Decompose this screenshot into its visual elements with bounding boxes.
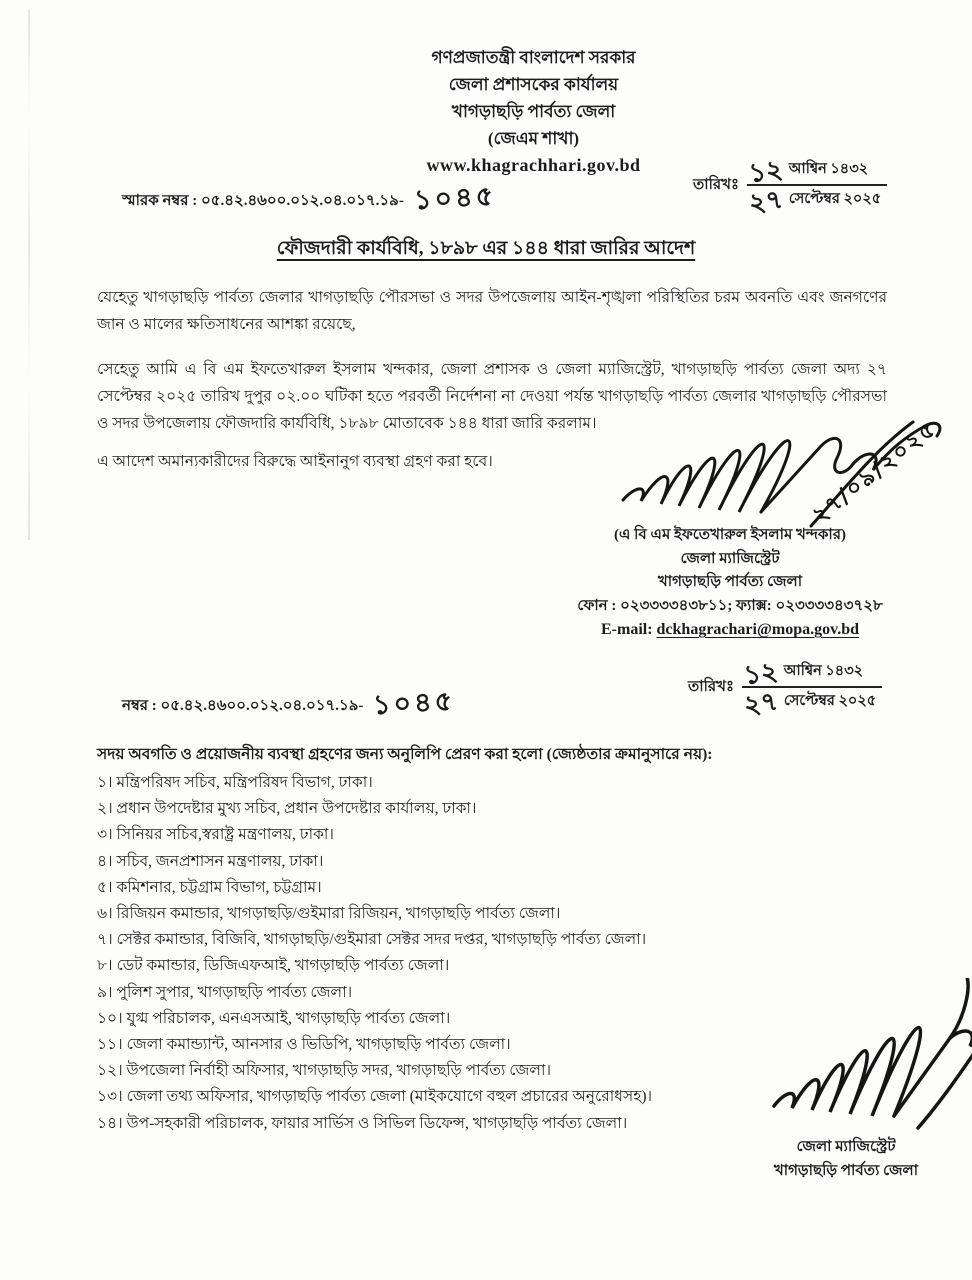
email-line — [520, 618, 940, 642]
date-2-label: তারিখঃ — [688, 678, 734, 695]
memo-number-2-handwritten: ১০৪৫ — [372, 685, 457, 722]
date-block-2 — [688, 656, 882, 722]
email-address: dckhagrachari@mopa.gov.bd — [656, 621, 859, 638]
signature-handwritten-date: ২৭/০৯/২০২৫ — [807, 415, 942, 529]
distribution-item: ১৪। উপ-সহকারী পরিচালক, ফায়ার সার্ভিস ও সিভিল ডিফেন্স, খাগড়াছড়ি পার্বত্য জেলা। — [97, 1114, 628, 1132]
distribution-item: ১২। উপজেলা নির্বাহী অফিসার, খাগড়াছড়ি সদর, খাগড়াছড়ি পার্বত্য জেলা। — [97, 1062, 551, 1080]
memo-number-1-handwritten: ১০৪৫ — [412, 180, 497, 217]
date-block-1 — [693, 154, 887, 220]
paragraph-penalty: এ আদেশ অমান্যকারীদের বিরুদ্ধে আইনানুগ ব্যবস্থা গ্রহণ করা হবে। — [97, 453, 493, 470]
distribution-item: ২। প্রধান উপদেষ্টার মুখ্য সচিব, প্রধান উপদেষ্টার কার্যালয়, ঢাকা। — [97, 800, 477, 818]
distribution-item: ৯। পুলিশ সুপার, খাগড়াছড়ি পার্বত্য জেলা। — [97, 983, 353, 1001]
distribution-item: ১০। যুগ্ম পরিচালক, এনএসআই, খাগড়াছড়ি পার্বত্য জেলা। — [97, 1009, 451, 1027]
order-title: ফৌজদারী কার্যবিধি, ১৮৯৮ এর ১৪৪ ধারা জারির আদেশ — [276, 238, 696, 259]
distribution-item: ৭। সেক্টর কমান্ডার, বিজিবি, খাগড়াছড়ি/গুইমারা সেক্টর সদর দপ্তর, খাগড়াছড়ি পার্বত্য জেলা। — [97, 931, 647, 949]
signatory-name: (এ বি এম ইফতেখারুল ইসলাম খন্দকার) — [613, 527, 846, 543]
date-1-bangla-day: ১২ — [747, 154, 785, 190]
date-2-bangla-day: ১২ — [742, 656, 780, 692]
website-url: www.khagrachhari.gov.bd — [426, 155, 641, 175]
distribution-item: ১১। জেলা কমান্ড্যান্ট, আনসার ও ভিডিপি, খাগড়াছড়ি পার্বত্য জেলা। — [97, 1036, 511, 1054]
date-2-gregorian-day: ২৭ — [742, 686, 780, 722]
distribution-item: ১৩। জেলা তথ্য অফিসার, খাগড়াছড়ি পার্বত্য জেলা (মাইকযোগে বহুল প্রচারের অনুরোধসহ)। — [97, 1088, 653, 1106]
paragraph-whereas: যেহেতু খাগড়াছড়ি পার্বত্য জেলার খাগড়াছড়ি পৌরসভা ও সদর উপজেলায় আইন-শৃঙ্খলা পরিস্থিতির চরম অবনতি এবং জনগণের জান ও মালের ক্ষতিসাধনের আশঙ্কা রয়েছে, — [97, 289, 887, 333]
distribution-item: ৩। সিনিয়র সচিব,স্বরাষ্ট্র মন্ত্রণালয়, ঢাকা। — [97, 826, 334, 844]
footer-signatory-designation: জেলা ম্যাজিস্ট্রেট — [796, 1139, 896, 1155]
date-2-fraction — [742, 656, 882, 722]
footer-signatory-district: খাগড়াছড়ি পার্বত্য জেলা — [773, 1163, 919, 1179]
date-1-label: তারিখঃ — [693, 176, 739, 193]
date-2-gregorian-rest: সেপ্টেম্বর ২০২৫ — [783, 693, 877, 709]
government-name: গণপ্রজাতন্ত্রী বাংলাদেশ সরকার — [431, 48, 636, 67]
date-1-gregorian-day: ২৭ — [747, 184, 785, 220]
phone-fax-line: ফোন : ০২৩৩৩৩৪৩৮১১; ফ্যাক্স: ০২৩৩৩৩৪৩৭২৮ — [577, 597, 883, 614]
distribution-intro: সদয় অবগতি ও প্রয়োজনীয় ব্যবস্থা গ্রহণের জন্য অনুলিপি প্রেরণ করা হলো (জ্যেষ্ঠতার ক্রমানুসারে নয়): — [97, 746, 713, 763]
date-1-gregorian-rest: সেপ্টেম্বর ২০২৫ — [788, 191, 882, 207]
district-name: খাগড়াছড়ি পার্বত্য জেলা — [451, 102, 616, 121]
office-name: জেলা প্রশাসকের কার্যালয় — [448, 75, 619, 94]
distribution-item: ৬। রিজিয়ন কমান্ডার, খাগড়াছড়ি/গুইমারা রিজিয়ন, খাগড়াছড়ি পার্বত্য জেলা। — [97, 905, 561, 923]
email-label: E-mail: — [600, 621, 653, 638]
date-1-bangla-rest: আশ্বিন ১৪৩২ — [788, 161, 869, 177]
date-1-fraction — [747, 154, 887, 220]
distribution-item: ৫। কমিশনার, চট্টগ্রাম বিভাগ, চট্টগ্রাম। — [97, 878, 322, 896]
date-2-bangla-rest: আশ্বিন ১৪৩২ — [783, 663, 864, 679]
distribution-item: ১। মন্ত্রিপরিষদ সচিব, মন্ত্রিপরিষদ বিভাগ, ঢাকা। — [97, 774, 373, 791]
branch-name: (জেএম শাখা) — [487, 129, 580, 148]
memo-number-2-label: নম্বর : ০৫.৪২.৪৬০০.০১২.০৪.০১৭.১৯- — [122, 698, 364, 714]
distribution-item: ৮। ডেট কমান্ডার, ডিজিএফআই, খাগড়াছড়ি পার্বত্য জেলা। — [97, 957, 450, 975]
signatory-designation: জেলা ম্যাজিস্ট্রেট — [680, 550, 780, 567]
footer-signature-scribble — [768, 978, 972, 1138]
signatory-district: খাগড়াছড়ি পার্বত্য জেলা — [657, 574, 803, 590]
paragraph-order: সেহেতু আমি এ বি এম ইফতেখারুল ইসলাম খন্দকার, জেলা প্রশাসক ও জেলা ম্যাজিস্ট্রেট, খাগড়াছড়ি পার্বত্য জেলা অদ্য ২৭ সেপ্টেম্বর ২০২৫ তারিখ দুপুর ০২.০০ ঘটিকা হতে পরবর্তী নির্দেশনা না দেওয়া পর্যন্ত খাগড়াছড়ি পার্বত্য জেলার খাগড়াছড়ি পৌরসভা ও সদর উপজেলায় ফৌজদারি কার্যবিধি, ১৮৯৮ মোতাবেক ১৪৪ ধারা জারি করলাম। — [97, 361, 887, 432]
footer-signatory-block — [720, 1135, 972, 1183]
signatory-block — [520, 524, 940, 642]
distribution-item: ৪। সচিব, জনপ্রশাসন মন্ত্রণালয়, ঢাকা। — [97, 852, 324, 870]
memo-number-2 — [122, 681, 455, 726]
memo-number-1-label: স্মারক নম্বর : ০৫.৪২.৪৬০০.০১২.০৪.০১৭.১৯- — [122, 193, 404, 209]
memo-number-1 — [122, 176, 496, 221]
